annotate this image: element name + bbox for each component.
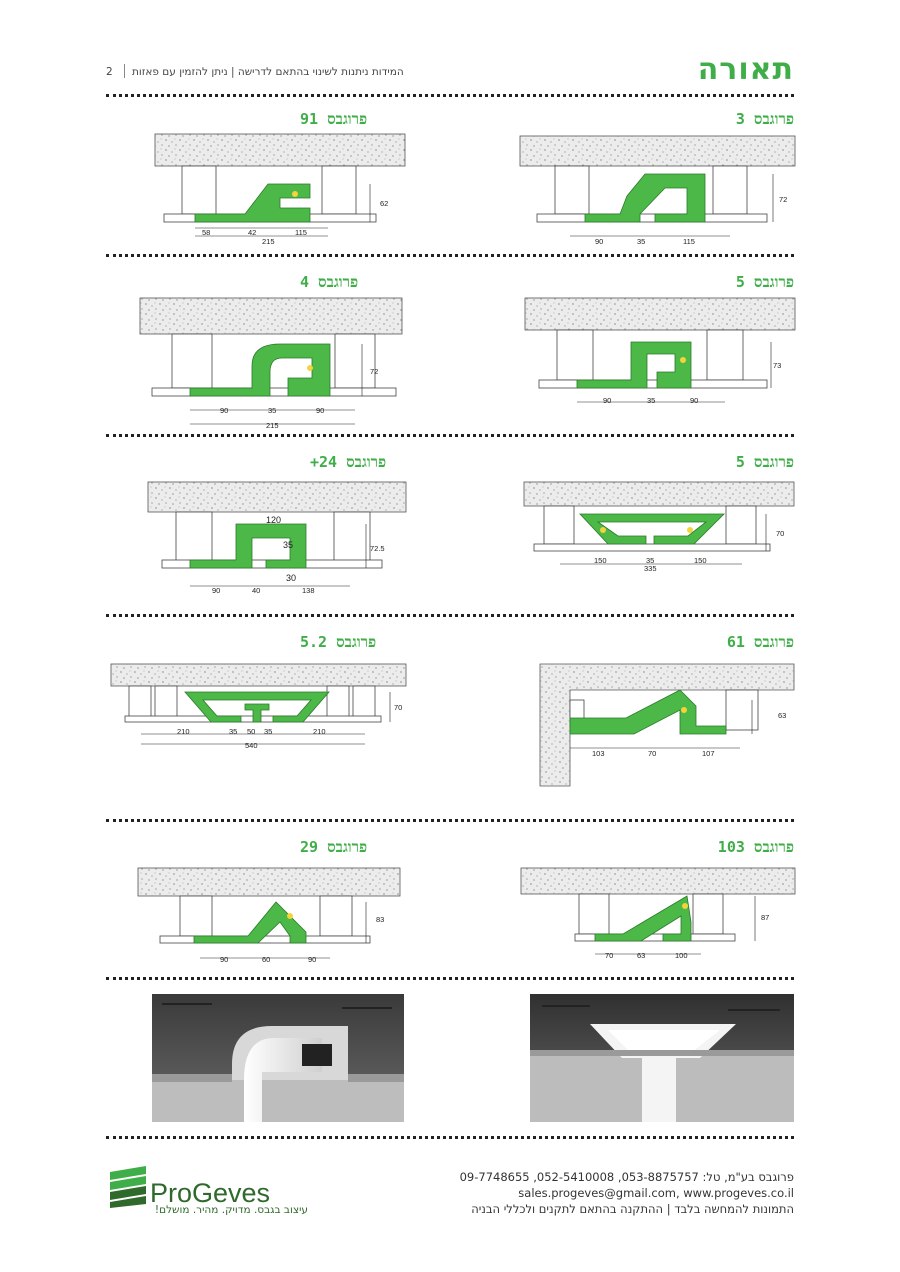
svg-text:115: 115 bbox=[295, 228, 307, 237]
svg-text:35: 35 bbox=[283, 540, 294, 550]
svg-text:42: 42 bbox=[248, 228, 257, 237]
svg-text:63: 63 bbox=[637, 951, 646, 960]
profile-title-5b: פרוגבס 5 bbox=[735, 453, 794, 471]
section-divider bbox=[106, 94, 794, 97]
section-divider bbox=[106, 977, 794, 980]
svg-text:90: 90 bbox=[308, 955, 317, 964]
svg-text:35: 35 bbox=[637, 237, 646, 246]
svg-text:40: 40 bbox=[252, 586, 261, 595]
svg-text:73: 73 bbox=[773, 361, 782, 370]
svg-text:35: 35 bbox=[229, 727, 238, 736]
svg-text:120: 120 bbox=[266, 515, 282, 525]
svg-text:83: 83 bbox=[376, 915, 385, 924]
svg-text:150: 150 bbox=[594, 556, 607, 565]
profile-title-103: פרוגבס 103 bbox=[717, 838, 794, 856]
profile-drawing-29 bbox=[130, 862, 410, 972]
section-divider bbox=[106, 819, 794, 822]
svg-text:215: 215 bbox=[262, 237, 275, 246]
footer-note-line: התמונות להמחשה בלבד | ההתקנה בהתאם לתקנים ולכללי הבניה bbox=[471, 1202, 794, 1216]
svg-text:138: 138 bbox=[302, 586, 315, 595]
svg-text:30: 30 bbox=[286, 573, 297, 583]
svg-text:72.5: 72.5 bbox=[370, 544, 385, 553]
header-divider bbox=[124, 64, 125, 78]
svg-text:90: 90 bbox=[220, 406, 229, 415]
profile-title-5a: פרוגבס 5 bbox=[735, 273, 794, 291]
svg-text:90: 90 bbox=[212, 586, 221, 595]
section-divider bbox=[106, 254, 794, 257]
svg-text:58: 58 bbox=[202, 228, 211, 237]
page-subtitle: המידות ניתנות לשינוי בהתאם לדרישה | ניתן להזמין עם פאזות bbox=[132, 66, 404, 78]
profile-title-5-2: פרוגבס 5.2 bbox=[300, 633, 377, 651]
svg-text:35: 35 bbox=[264, 727, 273, 736]
svg-text:60: 60 bbox=[262, 955, 271, 964]
svg-text:70: 70 bbox=[394, 703, 403, 712]
logo-text: ProGeves bbox=[150, 1178, 271, 1208]
svg-text:35: 35 bbox=[647, 396, 656, 405]
profile-title-4: פרוגבס 4 bbox=[300, 273, 359, 291]
profile-drawing-3 bbox=[515, 128, 800, 248]
render-photo-right bbox=[530, 994, 794, 1122]
profile-title-29: פרוגבס 29 bbox=[300, 838, 368, 856]
svg-text:90: 90 bbox=[316, 406, 325, 415]
svg-text:107: 107 bbox=[702, 749, 715, 758]
svg-text:215: 215 bbox=[266, 421, 279, 430]
svg-text:90: 90 bbox=[220, 955, 229, 964]
section-divider bbox=[106, 1136, 794, 1139]
profile-title-3: פרוגבס 3 bbox=[735, 110, 794, 128]
svg-text:70: 70 bbox=[776, 529, 785, 538]
svg-text:63: 63 bbox=[778, 711, 787, 720]
profile-drawing-4 bbox=[130, 292, 410, 432]
svg-text:72: 72 bbox=[779, 195, 788, 204]
footer-company-line: פרוגבס בע"מ, טל: 053-8875757, 052-5410008, 09-7748655 bbox=[459, 1170, 794, 1184]
profile-drawing-91 bbox=[150, 128, 410, 248]
section-divider bbox=[106, 434, 794, 437]
svg-text:35: 35 bbox=[646, 556, 655, 565]
svg-text:210: 210 bbox=[313, 727, 326, 736]
profile-title-91: פרוגבס 91 bbox=[300, 110, 368, 128]
svg-text:90: 90 bbox=[690, 396, 699, 405]
svg-text:100: 100 bbox=[675, 951, 688, 960]
profile-drawing-103 bbox=[515, 862, 800, 972]
profile-drawing-5-2 bbox=[105, 660, 410, 760]
logo-icon bbox=[106, 1164, 152, 1208]
profile-title-61: פרוגבס 61 bbox=[726, 633, 794, 651]
svg-text:90: 90 bbox=[603, 396, 612, 405]
logo-tagline: עיצוב בגבס. מדויק. מהיר. מושלם! bbox=[154, 1204, 308, 1216]
svg-text:70: 70 bbox=[605, 951, 614, 960]
svg-text:50: 50 bbox=[247, 727, 256, 736]
profile-drawing-5a bbox=[515, 292, 800, 412]
svg-text:103: 103 bbox=[592, 749, 605, 758]
svg-text:62: 62 bbox=[380, 199, 389, 208]
svg-text:335: 335 bbox=[644, 564, 657, 573]
svg-text:90: 90 bbox=[595, 237, 604, 246]
profile-drawing-24plus bbox=[140, 476, 410, 606]
svg-text:87: 87 bbox=[761, 913, 770, 922]
profile-title-24plus: פרוגבס 24+ bbox=[310, 453, 387, 471]
page-number: 2 bbox=[106, 66, 113, 78]
svg-text:540: 540 bbox=[245, 741, 258, 750]
svg-text:70: 70 bbox=[648, 749, 657, 758]
svg-text:115: 115 bbox=[683, 237, 695, 246]
svg-text:150: 150 bbox=[694, 556, 707, 565]
page-title: תאורה bbox=[697, 52, 794, 87]
svg-text:35: 35 bbox=[268, 406, 277, 415]
render-photo-left bbox=[152, 994, 404, 1122]
footer-web-line: sales.progeves@gmail.com, www.progeves.co.il bbox=[518, 1186, 794, 1200]
profile-drawing-5b bbox=[518, 476, 800, 586]
section-divider bbox=[106, 614, 794, 617]
profile-drawing-61 bbox=[530, 660, 800, 800]
svg-text:72: 72 bbox=[370, 367, 379, 376]
svg-text:210: 210 bbox=[177, 727, 190, 736]
